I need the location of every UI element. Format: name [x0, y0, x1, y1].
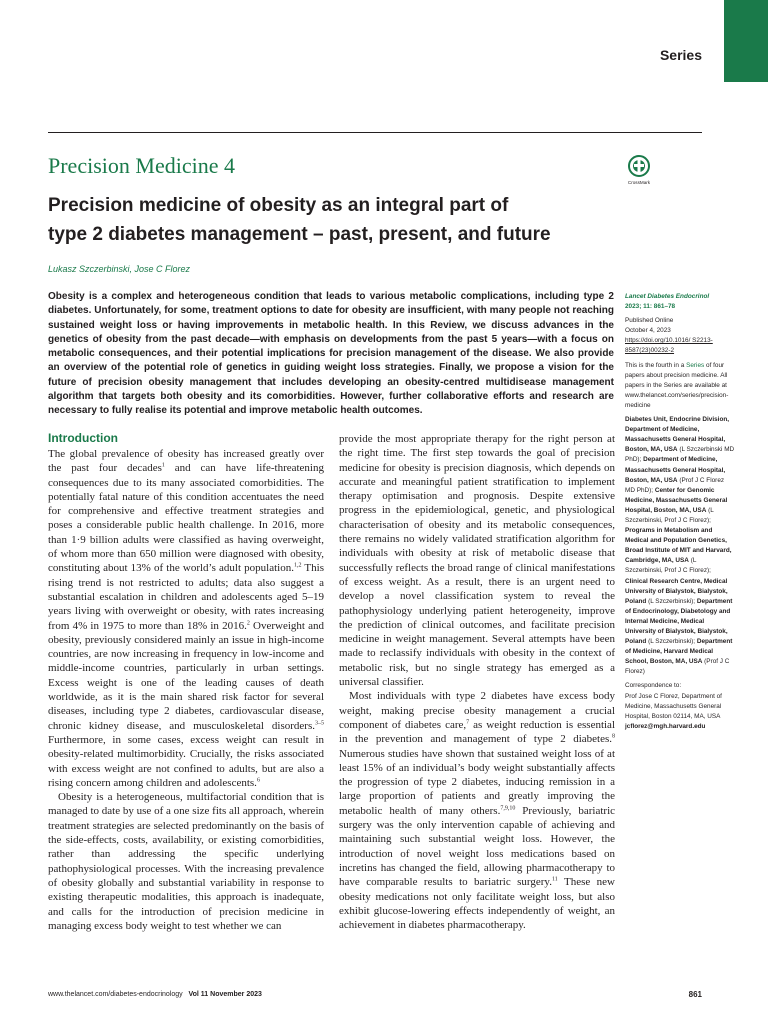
article-title-line-1: Precision medicine of obesity as an integral part of [48, 195, 509, 216]
series-title: Precision Medicine 4 [48, 153, 235, 178]
citation-ref[interactable]: 2 [246, 619, 250, 626]
sidebar-notes [625, 292, 735, 736]
footer [48, 991, 262, 998]
citation-volume: 2023; 11: 861–78 [625, 303, 676, 311]
citation-ref[interactable]: 8 [612, 733, 615, 740]
citation-ref[interactable]: 1,2 [293, 562, 302, 569]
body-column-left [48, 430, 324, 933]
crossmark-icon[interactable] [627, 155, 651, 187]
journal-name: Lancet Diabetes Endocrinol [625, 293, 710, 300]
citation-ref[interactable]: 7,9,10 [500, 805, 516, 812]
footer-volume: Vol 11 November 2023 [188, 991, 262, 998]
citation-block [625, 292, 735, 312]
page-number: 861 [688, 990, 702, 999]
footer-url[interactable]: www.thelancet.com/diabetes-endocrinology [48, 991, 183, 998]
citation-ref[interactable]: 7 [466, 719, 470, 726]
article-title [48, 191, 608, 249]
body-paragraph: The global prevalence of obesity has increased greatly over the past four decades$^1$ and can have life-threatening consequences due to its many associated comorbidities. The potentially fatal nature of this condition accentuates the need for comprehensive and effective treatment strategies and poses a considerable public health challenge. In 2016, more than 1·9 billion adults were classified as having overweight, of whom more than 650 million were diagnosed with obesity, constituting about 13% of the world’s adult population.$^{1,2}$ This rising trend is not restricted to adults; data also suggest a substantial escalation in children and adolescents aged 5–19 years living with overweight or obesity, with rates increasing from 4% in 1975 to more than 18% in 2016.$^2$ Overweight and obesity, previously considered mainly an issue in high-income countries, are now increasing in frequency in low-income and middle-income countries, particularly in urban settings. Excess weight is one of the leading causes of death worldwide, as it is the main shared risk factor for several diseases, including type 2 diabetes, cardiovascular disease, chronic kidney disease, and musculoskeletal disorders.$^{3-5}$ Furthermore, in some cases, excess weight can result in obesity-related multimorbidity. Crucially, the risks associated with excess weight are not confined to adults, but are also a rising concern among children and adolescents.$^6$ [48, 448, 325, 789]
series-note: This is the fourth in a Series of four papers about precision medicine. All papers in the Series are available at www.thelancet.com/series/precision-medicine [625, 361, 729, 409]
article-title-line-2: type 2 diabetes management – past, present, and future [48, 224, 551, 245]
citation-ref[interactable]: 3–5 [315, 719, 324, 726]
abstract: Obesity is a complex and heterogeneous condition that leads to various metabolic complications, including type 2 diabetes. Unfortunately, for some, treatment options to date for obesity are insufficient, with many people not reaching sustained weight loss or having improvements in metabolic health. In this Review, we discuss advances in the genetics of obesity from the past decade—with emphasis on developments from the past 5 years—with a focus on metabolic consequences, and their potential implications for precision management of the disease. We also provide an overview of the potential role of genetics in guiding weight loss strategies. Finally, we propose a vision for the future of precision obesity management that includes developing an obesity-centred multidisease management algorithm that targets both obesity and its comorbidities. However, further collaborative efforts and research are necessary to fully realise its potential and improve metabolic health outcomes. [48, 291, 614, 417]
body-paragraph: Obesity is a heterogeneous, multifactorial condition that is managed to date by use of a one size fits all approach, wherein treatment strategies are selected predominantly on the basis of the side-effects, costs, availability, or existing comorbidities, rather than addressing the specific underlying pathophysiological processes. With the increasing prevalence of obesity globally and substantial variability in response to existing therapeutic modalities, this approach is inadequate, and calls for the introduction of precision medicine in managing excess body weight to test whether we can [48, 791, 324, 932]
body-column-right [339, 432, 615, 932]
citation-ref[interactable]: 1 [161, 462, 165, 469]
section-heading-introduction: Introduction [48, 431, 118, 445]
citation-ref[interactable]: 6 [256, 777, 260, 784]
crossmark-label: CrossMark [627, 180, 651, 185]
correspondence-email[interactable]: jcflorez@mgh.harvard.edu [625, 722, 706, 730]
header-rule [48, 132, 702, 133]
publication-info: Published Online October 4, 2023 https://doi.org/10.1016/ S2213-8587(23)00232-2 [625, 317, 713, 355]
series-link[interactable]: Series [686, 361, 705, 369]
body-paragraph: provide the most appropriate therapy for the right person at the right time. The first step towards the goal of precision medicine for obesity is precision diagnosis, which depends on accurate and meaningful patient stratification to implement therapy optimisation and prognosis. Despite extensive progress in the epidemiological, genetic, and physiological characterisation of obesity and its metabolic consequences, there remains no widely validated stratification algorithm for individuals with obesity at risk of metabolic disease that successfully reflects the broad range of clinical manifestations of excess weight. As a result, there is an urgent need to develop a novel classification system to reveal the pathophysiology underlying patient heterogeneity, improve the prediction of clinical outcomes, and facilitate precision medicine in weight management. Several attempts have been made to reclassify individuals with obesity in the context of metabolic risk, but no single strategy has emerged as a universal classifier. [339, 433, 615, 689]
citation-ref[interactable]: 11 [551, 876, 558, 883]
series-label: Series [659, 47, 702, 63]
author-list: Lukasz Szczerbinski, Jose C Florez [48, 264, 191, 274]
doi-link[interactable]: https://doi.org/10.1016/ S2213-8587(23)00232-2 [625, 337, 713, 355]
affiliations: Diabetes Unit, Endocrine Division, Department of Medicine, Massachusetts General Hospital, Boston, MA, USA (L Szczerbinski MD PhD); Department of Medicine, Massachusetts General Hospital, Boston, MA, USA (Prof J C Florez MD PhD); Center for Genomic Medicine, Massachusetts General Hospital, Boston, MA, USA (L Szczerbinski, Prof J C Florez); Programs in Metabolism and Medical and Population Genetics, Broad Institute of MIT and Harvard, Cambridge, MA, USA (L Szczerbinski, Prof J C Florez); Clinical Research Centre, Medical University of Bialystok, Bialystok, Poland (L Szczerbinski); Department of Endocrinology, Diabetology and Internal Medicine, Medical University of Bialystok, Bialystok, Poland (L Szczerbinski); Department of Medicine, Harvard Medical School, Boston, MA, USA (Prof J C Florez) [625, 416, 735, 676]
series-color-tab [724, 0, 768, 82]
body-paragraph: Most individuals with type 2 diabetes have excess body weight, making precise obesity management a crucial component of diabetes care,$^7$ as weight reduction is essential in the prevention and management of type 2 diabetes.$^8$ Numerous studies have shown that sustained weight loss of at least 15% of an individual’s body weight substantially affects the progression of type 2 diabetes, inducing remission in a large proportion of patients and greatly improving the metabolic health of many others.$^{7,9,10}$ Previously, bariatric surgery was the only intervention capable of achieving and maintaining such substantial weight loss. However, the introduction of novel weight loss medications based on incretins has changed the field, allowing pharmacotherapy to have comparable results to bariatric surgery.$^{11}$ These new obesity medications not only facilitate weight loss, but also exhibit glucose-lowering effects independently of weight, an achievement in diabetes pharmacotherapy. [339, 690, 616, 932]
correspondence: Correspondence to: Prof Jose C Florez, Department of Medicine, Massachusetts General Hospital, Boston 02114, MA, USA jcflorez@mgh.harvard.edu [625, 682, 722, 730]
